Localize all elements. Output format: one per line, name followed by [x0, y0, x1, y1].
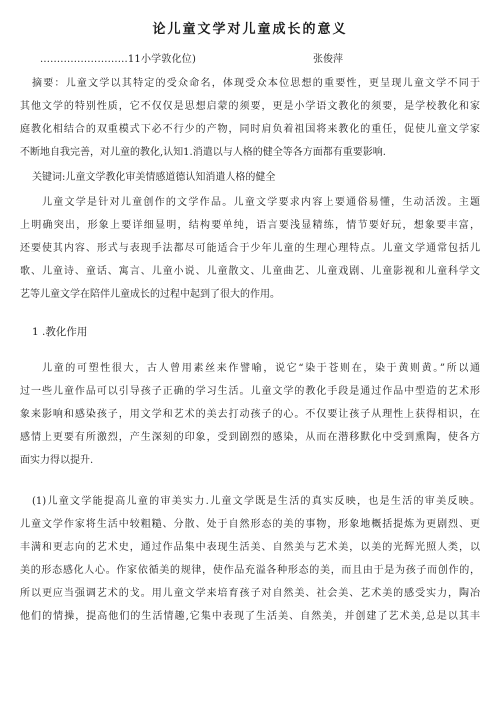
subsection-line: 美的形态感化人心。作家依循美的规律，使作品充溢各种形态的美，而且由于是为孩子而创作的， — [20, 565, 480, 576]
author-name: 张俊萍 — [313, 54, 343, 65]
section-line: 象来影响和感染孩子，用文学和艺术的美去打动孩子的心。不仅要让孩子从理性上获得相识，在 — [20, 409, 480, 420]
intro-line: 还要使其内容、形式与表现手法都尽可能适合于少年儿童的生理心理特点。儿童文学通常包括儿 — [20, 243, 480, 254]
author-meta — [40, 52, 460, 68]
abstract-line: 不断地自我完善，对儿童的教化,认知1.消遣以与人格的健全等各方面都有重要影响. — [20, 147, 386, 158]
affiliation: ..........................11小学敦化位) — [40, 54, 197, 65]
subsection-line: 所以更应当强调艺术的戈。用儿童文学来培育孩子对自然美、社会美、艺术美的感受实力，陶冶 — [20, 588, 480, 599]
intro-line: 歌、儿童诗、童话、寓言、儿童小说、儿童散文、儿童曲艺、儿童戏剧、儿童影视和儿童科学文 — [20, 266, 480, 277]
intro-line: 上明确突出，形象上要详细显明，结构要单纯，语言要浅显精练，情节要好玩，想象要丰富， — [20, 220, 480, 231]
abstract-line: 其他文学的特别性质，它不仅仅是思想启蒙的须要，更是小学语文教化的须要，是学校教化和家 — [20, 101, 480, 112]
intro-line: 儿童文学是针对儿童创作的文学作品。儿童文学要求内容上要通俗易懂，生动活泼。主题 — [42, 197, 480, 208]
subsection-line: 儿童文学作家将生活中较粗糙、分散、处于自然形态的美的事物，形象地概括提炼为更剧烈、更 — [20, 519, 480, 530]
intro-line: 艺等儿童文学在陪伴儿童成长的过程中起到了很大的作用。 — [20, 289, 280, 300]
section-heading: 1 .教化作用 — [32, 326, 88, 338]
subsection-line: 丰满和更志向的艺术史，通过作品集中表现生活美、自然美与艺术美，以美的光辉光照人类，以 — [20, 542, 480, 553]
section-line: 感情上更要有所激烈，产生深刻的印象，受到剧烈的感染，从而在潜移默化中受到熏陶，使各方 — [20, 432, 480, 443]
keywords: 关键词:儿童文学教化审美情感道德认知消遣人格的健全 — [32, 172, 276, 183]
section-line: 儿童的可塑性很大，古人曾用素丝来作譬喻，说它“染于苍则在，染于黄则黄。”所以通 — [42, 363, 480, 374]
section-line: 过一些儿童作品可以引导孩子正确的学习生活。儿童文学的教化手段是通过作品中型造的艺术形 — [20, 386, 480, 397]
subsection-line: (1)儿童文学能提高儿童的审美实力.儿童文学既是生活的真实反映，也是生活的审美反映。 — [32, 496, 480, 507]
subsection-line: 他们的情操，提高他们的生活情趣,它集中表现了生活美、自然美，并创建了艺术美,总是以其丰 — [20, 611, 480, 622]
abstract-line: 摘要：儿童文学以其特定的受众命名，体现受众本位思想的重要性，更呈现儿童文学不同于 — [32, 78, 480, 89]
abstract-line: 庭教化相结合的双重模式下必不行少的产物，同时肩负着祖国将来教化的重任，促使儿童文学家 — [20, 124, 480, 135]
page-title: 论儿童文学对儿童成长的意义 — [152, 22, 348, 37]
section-line: 面实力得以提升. — [20, 455, 94, 466]
